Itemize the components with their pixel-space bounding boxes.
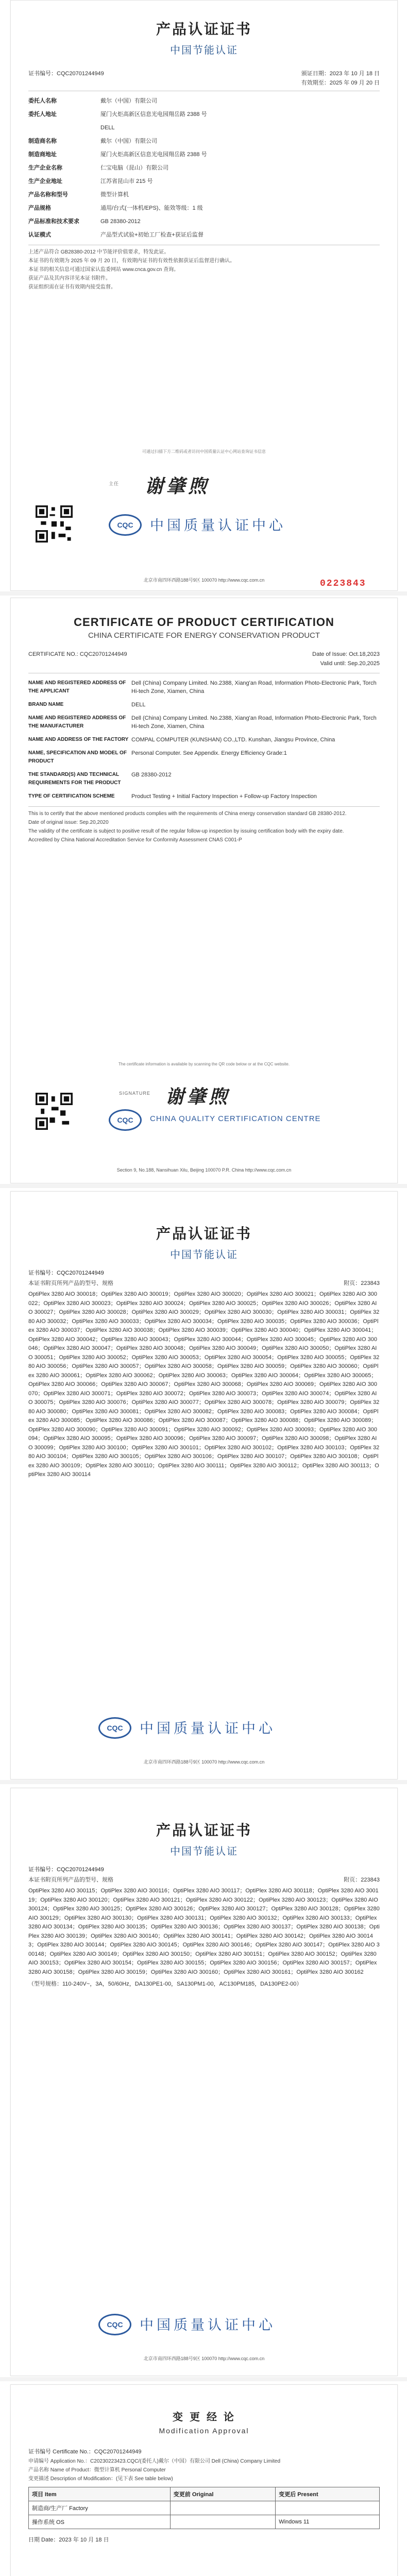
field-value: 通用/台式(一体机/EPS)、能效等级：1 级: [100, 205, 203, 211]
note-line: 获证组织需在证书有效期内接受监督。: [28, 284, 116, 290]
field-value: 厦门火炬高新区信息光电园翔岳路 2388 号: [100, 111, 207, 117]
issuer-name: 中国质量认证中心: [150, 518, 286, 534]
cert-number-line: [28, 69, 380, 78]
table-cell: Windows 11: [276, 2515, 380, 2529]
appendix-subtitle: 中国节能认证: [170, 1846, 238, 1857]
qr-note: 可通过扫描下方二维码或者访问中国质量认证中心网站查询证书信息: [142, 449, 266, 454]
issuer-name-en: CHINA QUALITY CERTIFICATION CENTRE: [150, 1114, 321, 1123]
modification-cert-line: [28, 2447, 380, 2456]
appendix-page-2: [10, 1788, 398, 2376]
expire-date: 有效期至：2025 年 09 月 20 日: [301, 80, 380, 86]
note-line: The validity of the certificate is subject to positive result of the regular follow-up inspection by issuing certification body with the expiry date.: [28, 828, 344, 834]
page-subtitle: 中国节能认证: [170, 45, 238, 56]
appendix-header: [28, 1279, 380, 1287]
modification-page: [10, 2384, 398, 2576]
cqc-seal-icon: CQC: [98, 1717, 131, 1739]
field-row: [28, 188, 380, 201]
cert-fields: [11, 94, 397, 242]
cqc-seal-icon: CQC: [98, 2314, 131, 2335]
field-label: THE STANDARD(S) AND TECHNICAL REQUIREMENTS FOR THE PRODUCT: [28, 772, 121, 786]
note-line: This is to certify that the above mentioned products complies with the requirements of China energy conservation standard GB 28380-2012.: [28, 811, 347, 817]
field-row: [28, 711, 380, 733]
modification-table-header: [29, 2487, 380, 2501]
field-row: [28, 733, 380, 747]
field-row: [28, 94, 380, 108]
appendix-model-list: OptiPlex 3280 AIO 300115；OptiPlex 3280 AIO 300116；OptiPlex 3280 AIO 300117；OptiPlex 3280 AIO 300118；OptiPlex 3280 AIO 300119；OptiPlex 3280 AIO 300120；OptiPlex 3280 AIO 300121；OptiPlex 3280 AIO 300122；OptiPlex 3280 AIO 300123；OptiPlex 3280 AIO 300124；OptiPlex 3280 AIO 300125；OptiPlex 3280 AIO 300126；OptiPlex 3280 AIO 300127；OptiPlex 3280 AIO 300128；OptiPlex 3280 AIO 300129；OptiPlex 3280 AIO 300130；OptiPlex 3280 AIO 300131；OptiPlex 3280 AIO 300132；OptiPlex 3280 AIO 300133；OptiPlex 3280 AIO 300134；OptiPlex 3280 AIO 300135；OptiPlex 3280 AIO 300136；OptiPlex 3280 AIO 300137；OptiPlex 3280 AIO 300138；OptiPlex 3280 AIO 300139；OptiPlex 3280 AIO 300140；OptiPlex 3280 AIO 300141；OptiPlex 3280 AIO 300142；OptiPlex 3280 AIO 300143；OptiPlex 3280 AIO 300144；OptiPlex 3280 AIO 300145；OptiPlex 3280 AIO 300146；OptiPlex 3280 AIO 300147；OptiPlex 3280 AIO 300148；OptiPlex 3280 AIO 300149；OptiPlex 3280 AIO 300150；OptiPlex 3280 AIO 300151；OptiPlex 3280 AIO 300152；OptiPlex 3280 AIO 300153；OptiPlex 3280 AIO 300154；OptiPlex 3280 AIO 300155；OptiPlex 3280 AIO 300156；OptiPlex 3280 AIO 300157；OptiPlex 3280 AIO 300158；OptiPlex 3280 AIO 300159；OptiPlex 3280 AIO 300160；OptiPlex 3280 AIO 300161；OptiPlex 3280 AIO 300162: [28, 1888, 380, 1975]
field-value: COMPAL COMPUTER (KUNSHAN) CO.,LTD. Kunshan, Jiangsu Province, China: [131, 737, 335, 743]
table-header-cell: 变更后 Present: [276, 2487, 380, 2501]
issue-date-en: Date of Issue: Oct.18,2023: [312, 651, 380, 657]
issuer-name: 中国质量认证中心: [140, 2317, 276, 2333]
field-row: [28, 228, 380, 242]
field-row: [28, 121, 380, 134]
signature: 谢肇煦: [165, 1086, 231, 1108]
field-value: 产品型式试验+初始工厂检查+获证后监督: [100, 232, 204, 238]
signature-label-en: SIGNATURE: [119, 1091, 150, 1096]
appendix-cert-line: [28, 1268, 380, 1277]
field-row: [28, 201, 380, 215]
modification-fields: [11, 2458, 397, 2483]
appendix-spec: （型号规格：110-240V~，3A，50/60Hz，DA130PE1-00，SA130PM1-00，AC130PM185，DA130PE2-00）: [28, 1981, 302, 1987]
field-label: NAME AND ADDRESS OF THE FACTORY: [28, 737, 129, 742]
cqc-seal-icon: CQC: [109, 514, 142, 536]
appendix-subtitle: 中国节能认证: [170, 1249, 238, 1261]
modification-date: 日期 Date：2023 年 10 月 18 日: [28, 2537, 109, 2543]
field-label: TYPE OF CERTIFICATION SCHEME: [28, 793, 115, 799]
field-label: 产品名称和型号: [28, 192, 68, 198]
field-value: Dell (China) Company Limited. No.2388, Xiang'an Road, Information Photo-Electronic Park, Torch Hi-tech Zone, Xiamen, China: [131, 680, 377, 694]
note-line: 上述产品符合 GB28380-2012 中节能评价值要求，特发此证。: [28, 249, 169, 255]
field-value: GB 28380-2012: [100, 218, 141, 225]
field-value: DELL: [100, 125, 115, 131]
table-cell: [170, 2501, 275, 2515]
field-row: [28, 134, 380, 148]
appendix-model-list: OptiPlex 3280 AIO 300018；OptiPlex 3280 AIO 300019；OptiPlex 3280 AIO 300020；OptiPlex 3280 AIO 300021；OptiPlex 3280 AIO 300022；OptiPlex 3280 AIO 300023；OptiPlex 3280 AIO 300024；OptiPlex 3280 AIO 300025；OptiPlex 3280 AIO 300026；OptiPlex 3280 AIO 300027；OptiPlex 3280 AIO 300028；OptiPlex 3280 AIO 300029；OptiPlex 3280 AIO 300030；OptiPlex 3280 AIO 300031；OptiPlex 3280 AIO 300032；OptiPlex 3280 AIO 300033；OptiPlex 3280 AIO 300034；OptiPlex 3280 AIO 300035；OptiPlex 3280 AIO 300036；OptiPlex 3280 AIO 300037；OptiPlex 3280 AIO 300038；OptiPlex 3280 AIO 300039；OptiPlex 3280 AIO 300040；OptiPlex 3280 AIO 300041；OptiPlex 3280 AIO 300042；OptiPlex 3280 AIO 300043；OptiPlex 3280 AIO 300044；OptiPlex 3280 AIO 300045；OptiPlex 3280 AIO 300046；OptiPlex 3280 AIO 300047；OptiPlex 3280 AIO 300048；OptiPlex 3280 AIO 300049；OptiPlex 3280 AIO 300050；OptiPlex 3280 AIO 300051；OptiPlex 3280 AIO 300052；OptiPlex 3280 AIO 300053；OptiPlex 3280 AIO 300054；OptiPlex 3280 AIO 300055；OptiPlex 3280 AIO 300056；OptiPlex 3280 AIO 300057；OptiPlex 3280 AIO 300058；OptiPlex 3280 AIO 300059；OptiPlex 3280 AIO 300060；OptiPlex 3280 AIO 300061；OptiPlex 3280 AIO 300062；OptiPlex 3280 AIO 300063；OptiPlex 3280 AIO 300064；OptiPlex 3280 AIO 300065；OptiPlex 3280 AIO 300066；OptiPlex 3280 AIO 300067；OptiPlex 3280 AIO 300068；OptiPlex 3280 AIO 300069；OptiPlex 3280 AIO 300070；OptiPlex 3280 AIO 300071；OptiPlex 3280 AIO 300072；OptiPlex 3280 AIO 300073；OptiPlex 3280 AIO 300074；OptiPlex 3280 AIO 300075；OptiPlex 3280 AIO 300076；OptiPlex 3280 AIO 300077；OptiPlex 3280 AIO 300078；OptiPlex 3280 AIO 300079；OptiPlex 3280 AIO 300080；OptiPlex 3280 AIO 300081；OptiPlex 3280 AIO 300082；OptiPlex 3280 AIO 300083；OptiPlex 3280 AIO 300084；OptiPlex 3280 AIO 300085；OptiPlex 3280 AIO 300086；OptiPlex 3280 AIO 300087；OptiPlex 3280 AIO 300088；OptiPlex 3280 AIO 300089；OptiPlex 3280 AIO 300090；OptiPlex 3280 AIO 300091；OptiPlex 3280 AIO 300092；OptiPlex 3280 AIO 300093；OptiPlex 3280 AIO 300094；OptiPlex 3280 AIO 300095；OptiPlex 3280 AIO 300096；OptiPlex 3280 AIO 300097；OptiPlex 3280 AIO 300098；OptiPlex 3280 AIO 300099；OptiPlex 3280 AIO 300100；OptiPlex 3280 AIO 300101；OptiPlex 3280 AIO 300102；OptiPlex 3280 AIO 300103；OptiPlex 3280 AIO 300104；OptiPlex 3280 AIO 300105；OptiPlex 3280 AIO 300106；OptiPlex 3280 AIO 300107；OptiPlex 3280 AIO 300108；OptiPlex 3280 AIO 300109；OptiPlex 3280 AIO 300110；OptiPlex 3280 AIO 300111；OptiPlex 3280 AIO 300112；OptiPlex 3280 AIO 300113；OptiPlex 3280 AIO 300114: [28, 1291, 380, 1478]
table-row: [29, 2501, 380, 2515]
field-value: GB 28380-2012: [131, 772, 172, 778]
field-label: NAME, SPECIFICATION AND MODEL OF PRODUCT: [28, 750, 127, 764]
table-cell: [170, 2515, 275, 2529]
qr-code-icon: [36, 505, 73, 543]
note-line: Date of original issue: Sep.20,2020: [28, 820, 109, 825]
appendix-header-left: 本证书附页所列产品的型号、规格: [28, 1877, 113, 1883]
signature: 谢肇煦: [145, 476, 210, 497]
field-label: NAME AND REGISTERED ADDRESS OF THE MANUFACTURER: [28, 715, 126, 729]
page-subtitle-en: CHINA CERTIFICATE FOR ENERGY CONSERVATION PRODUCT: [88, 631, 320, 640]
field-label: 制造商地址: [28, 151, 57, 158]
modification-title: 变 更 经 论: [173, 2411, 235, 2423]
table-row: [29, 2515, 380, 2529]
field-label: [28, 124, 100, 132]
cert-number-line-en: [28, 651, 380, 660]
table-header-cell: 项目 Item: [29, 2487, 171, 2501]
field-value: DELL: [131, 702, 146, 708]
modification-cert-number: 证书编号 Certificate No.：CQC20701244949: [28, 2449, 142, 2455]
appendix-header: [28, 1875, 380, 1884]
note-line: 本证书的相关信息可通过国家认监委网站 www.cnca.gov.cn 查询。: [28, 267, 179, 273]
appendix-page-1: [10, 1191, 398, 1780]
cert-number-en: CERTIFICATE NO.: CQC20701244949: [28, 651, 127, 657]
issuer-contact: 北京市南四环西路188号9区 100070 http://www.cqc.com.cn: [143, 578, 265, 583]
appendix-header-left: 本证书附页所列产品的型号、规格: [28, 1280, 113, 1286]
appendix-cert-number: 证书编号：CQC20701244949: [28, 1867, 104, 1873]
appendix-cert-line: [28, 1865, 380, 1873]
issuer-contact-en: Section 9, No.188, Nansihuan Xilu, Beijing 100070 P.R. China http://www.cqc.com.cn: [116, 1167, 292, 1173]
field-label: 生产企业地址: [28, 178, 62, 184]
appendix-title: 产品认证证书: [156, 1822, 252, 1839]
field-row: [28, 676, 380, 698]
field-label: 认证模式: [28, 232, 51, 238]
note-line: 本证书的有效期为 2025 年 09 月 20 日，有效期内证书的有效性依据获证后监督进行确认。: [28, 258, 235, 264]
table-header-cell: 变更前 Original: [170, 2487, 275, 2501]
expire-line-en: [28, 660, 380, 670]
note-line: Accredited by China National Accreditation Service for Conformity Assessment CNAS C001-P: [28, 837, 242, 843]
field-row: [28, 148, 380, 161]
page-title-en: CERTIFICATE OF PRODUCT CERTIFICATION: [74, 616, 334, 629]
field-row: [28, 698, 380, 711]
serial-number: 0223843: [320, 579, 366, 589]
field-label: 产品规格: [28, 205, 51, 211]
note-line: 产品名称 Name of Product：微型计算机 Personal Computer: [28, 2467, 166, 2473]
qr-code-icon: [36, 1093, 73, 1130]
expire-date-en: Valid until: Sep.20,2025: [320, 660, 380, 667]
field-value: Dell (China) Company Limited. No.2388, Xiang'an Road, Information Photo-Electronic Park, Torch Hi-tech Zone, Xiamen, China: [131, 715, 377, 730]
field-label: 产品标准和技术要求: [28, 218, 79, 225]
certificate-footer-en: [11, 1072, 397, 1134]
table-cell: 制造商/生产厂 Factory: [29, 2501, 171, 2515]
appendix-title: 产品认证证书: [156, 1225, 252, 1242]
field-value: 微型计算机: [100, 192, 129, 198]
modification-table: [28, 2487, 380, 2529]
appendix-header-right: 附页：223843: [344, 1877, 380, 1883]
field-row: [28, 215, 380, 228]
field-row: [28, 747, 380, 768]
field-row: [28, 768, 380, 790]
issue-date: 颁证日期：2023 年 10 月 18 日: [301, 71, 380, 77]
issuer-contact: 北京市南四环西路188号9区 100070 http://www.cqc.com.cn: [143, 2356, 265, 2361]
appendix-cert-number: 证书编号：CQC20701244949: [28, 1270, 104, 1276]
field-value: 戴尔（中国）有限公司: [100, 98, 157, 104]
cert-notes: [11, 248, 397, 291]
note-line: 申请编号 Application No.：C20230223423.CQC/(委托人)戴尔（中国）有限公司 Dell (China) Company Limited: [28, 2459, 281, 2464]
issuer-name: 中国质量认证中心: [140, 1721, 276, 1737]
note-line: 获证产品及其内容详见本证书附件。: [28, 276, 111, 281]
field-row: [28, 790, 380, 803]
field-value: 戴尔（中国）有限公司: [100, 138, 157, 144]
table-cell: 操作系统 OS: [29, 2515, 171, 2529]
note-line: 变更描述 Description of Modification：(见下表 See table below): [28, 2476, 173, 2482]
field-label: 生产企业名称: [28, 165, 62, 171]
field-label: 委托人地址: [28, 111, 57, 117]
page-title: 产品认证证书: [156, 21, 252, 38]
certificate-footer: [11, 467, 397, 534]
cert-number: 证书编号：CQC20701244949: [28, 71, 104, 77]
field-label: BRAND NAME: [28, 702, 64, 707]
field-value: 仁宝电脑（昆山）有限公司: [100, 165, 168, 171]
modification-date-line: [28, 2535, 380, 2545]
cert-notes-en: [11, 810, 397, 844]
field-value: Personal Computer. See Appendix. Energy Efficiency Grade:1: [131, 750, 287, 756]
certificate-page-en: [10, 598, 398, 1183]
field-row: [28, 161, 380, 175]
field-row: [28, 108, 380, 121]
cert-fields-en: [11, 676, 397, 803]
field-value: Product Testing + Initial Factory Inspection + Follow-up Factory Inspection: [131, 793, 317, 800]
field-label: 委托人名称: [28, 98, 57, 104]
field-row: [28, 175, 380, 188]
issuer-contact: 北京市南四环西路188号9区 100070 http://www.cqc.com.cn: [143, 1759, 265, 1765]
field-value: 厦门火炬高新区信息光电园翔岳路 2388 号: [100, 151, 207, 158]
table-cell: [276, 2501, 380, 2515]
signature-label: 主任: [109, 481, 120, 486]
expire-line: [28, 78, 380, 88]
modification-subtitle: Modification Approval: [159, 2427, 249, 2435]
cqc-seal-icon: CQC: [109, 1109, 142, 1131]
appendix-header-right: 附页：223843: [344, 1280, 380, 1286]
field-label: NAME AND REGISTERED ADDRESS OF THE APPLICANT: [28, 680, 126, 694]
qr-note-en: The certificate information is available by scanning the QR code below or at the CQC website.: [118, 1062, 290, 1066]
certificate-page-cn: [10, 0, 398, 591]
field-value: 江苏省昆山市 215 号: [100, 178, 153, 184]
field-label: 制造商名称: [28, 138, 57, 144]
